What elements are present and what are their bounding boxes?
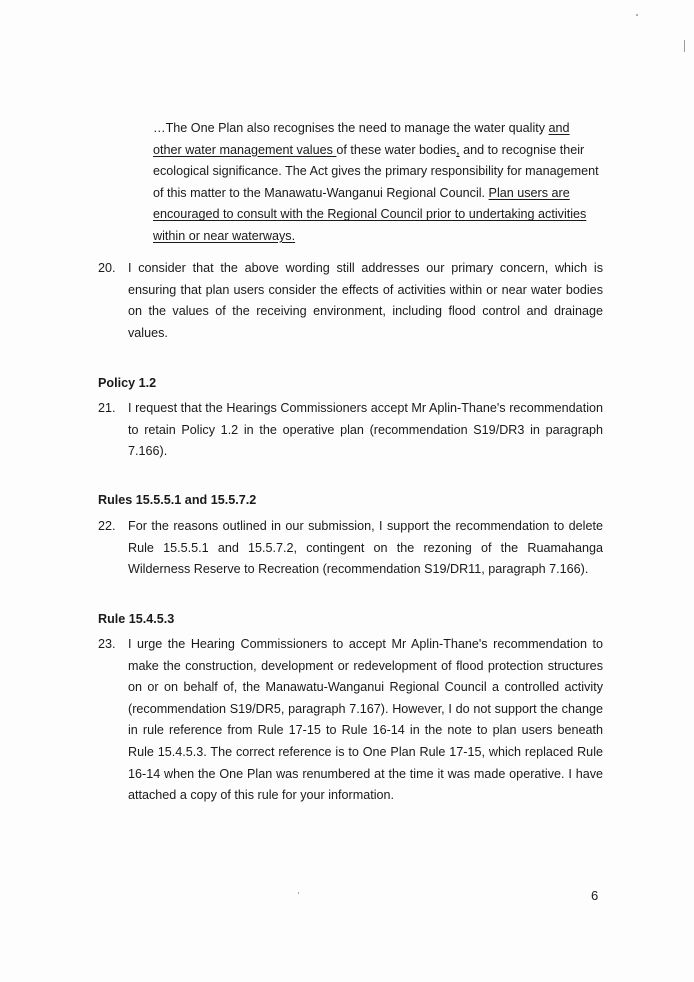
quote-text-3: and to recognise their ecological significance. The Act gives the primary responsibility for management of this matter to the Manawatu-Wanganui Regional Council. (153, 142, 599, 200)
paragraph-number: 20. (98, 261, 116, 275)
scan-speck (298, 892, 299, 894)
scan-speck (636, 14, 638, 16)
page-number: 6 (591, 888, 599, 903)
heading-rule-15-4-5-3: Rule 15.4.5.3 (98, 612, 175, 626)
heading-policy-1-2: Policy 1.2 (98, 376, 157, 390)
paragraph-text: I consider that the above wording still addresses our primary concern, which is ensuring that plan users consider the effects of activities within or near water bodies on the values of the receiving environment, including flood control and drainage values. (128, 261, 603, 340)
quote-insertion-1: and other water management values (153, 121, 570, 157)
heading-rules-15-5-5-1: Rules 15.5.5.1 and 15.5.7.2 (98, 493, 257, 507)
paragraph-23 (98, 634, 603, 807)
paragraph-21 (98, 398, 603, 463)
quote-inserted-comma: , (456, 142, 460, 157)
quote-insertion-2: Plan users are encouraged to consult with the Regional Council prior to undertaking activities within or near waterways. (153, 185, 587, 243)
scan-speck (684, 40, 685, 52)
paragraph-text: For the reasons outlined in our submission, I support the recommendation to delete Rule 15.5.5.1 and 15.5.7.2, contingent on the rezoning of the Ruamahanga Wilderness Reserve to Recreation (recommendation S19/DR11, paragraph 7.166). (128, 519, 603, 577)
paragraph-text: I urge the Hearing Commissioners to accept Mr Aplin-Thane's recommendation to make the construction, development or redevelopment of flood protection structures on or on behalf of, the Manawatu-Wanganui Regional Council a controlled activity (recommendation S19/DR5, paragraph 7.167). However, I do not support the change in rule reference from Rule 17-15 to Rule 16-14 in the note to plan users beneath Rule 15.4.5.3. The correct reference is to One Plan Rule 17-15, which replaced Rule 16-14 when the One Plan was renumbered at the time it was made operative. I have attached a copy of this rule for your information. (128, 637, 603, 803)
quoted-plan-text (153, 118, 601, 248)
quote-text-1: …The One Plan also recognises the need to manage the water quality (153, 121, 549, 135)
paragraph-number: 22. (98, 519, 116, 533)
quote-text-2: of these water bodies (336, 142, 457, 157)
paragraph-22 (98, 516, 603, 581)
paragraph-number: 21. (98, 401, 116, 415)
paragraph-number: 23. (98, 637, 116, 651)
paragraph-20 (98, 258, 603, 344)
paragraph-text: I request that the Hearings Commissioners accept Mr Aplin-Thane's recommendation to retain Policy 1.2 in the operative plan (recommendation S19/DR3 in paragraph 7.166). (128, 401, 603, 459)
